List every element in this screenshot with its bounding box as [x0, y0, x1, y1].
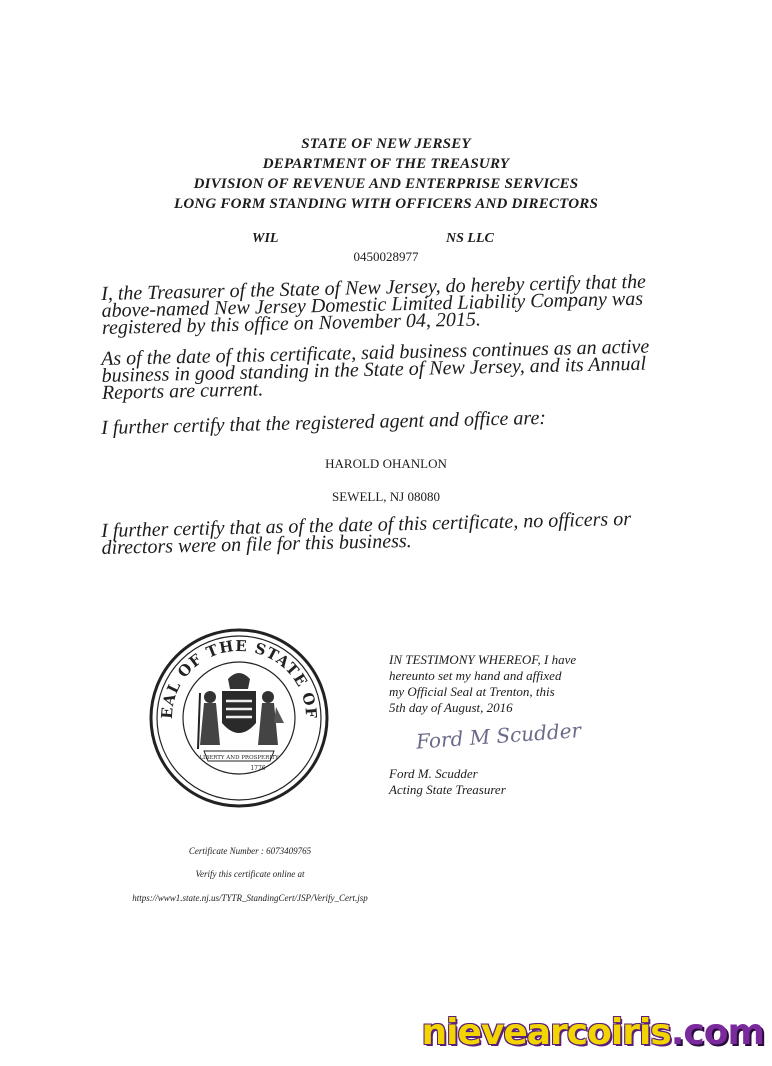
signer-name: Ford M. Scudder — [389, 766, 478, 781]
watermark-logo — [421, 1012, 764, 1053]
header-form-title: LONG FORM STANDING WITH OFFICERS AND DIRECTORS — [173, 196, 599, 212]
state-seal — [148, 627, 330, 809]
testimony-line-1: IN TESTIMONY WHEREOF, I have — [389, 652, 577, 667]
certification-paragraph-officers: I further certify that as of the date of this certificate, no officers or directors were on file for this business. — [100, 507, 632, 559]
entity-name-left: WIL — [252, 231, 279, 246]
registered-agent-name: HAROLD OHANLON — [325, 456, 447, 471]
certification-paragraph-registration: I, the Treasurer of the State of New Jersey, do hereby certify that the above-named New Jersey Domestic Limited Liability Company was registered by this office on November 04, 2015. — [100, 270, 647, 339]
verify-text: Verify this certificate online at — [195, 869, 305, 879]
registered-agent-address: SEWELL, NJ 08080 — [332, 489, 440, 504]
seal-banner: LIBERTY AND PROSPERITY — [199, 755, 279, 761]
certification-paragraph-agent: I further certify that the registered agent and office are: — [100, 406, 547, 439]
entity-number: 0450028977 — [353, 249, 419, 264]
header-department: DEPARTMENT OF THE TREASURY — [262, 156, 510, 172]
seal-graphic — [148, 627, 330, 809]
watermark-main: nievearcoiris — [421, 1012, 671, 1053]
header-division: DIVISION OF REVENUE AND ENTERPRISE SERVICES — [193, 176, 579, 192]
certificate-number: Certificate Number : 6073409765 — [188, 846, 312, 856]
entity-name-right: NS LLC — [446, 231, 494, 246]
redaction-box — [282, 232, 442, 248]
handwritten-signature — [412, 718, 582, 756]
testimony-line-2: hereunto set my hand and affixed — [389, 668, 562, 683]
certification-paragraph-standing: As of the date of this certificate, said business continues as an active business in good standing in the State of New Jersey, and its Annual Reports are current. — [100, 335, 650, 404]
verify-url[interactable]: https://www1.state.nj.us/TYTR_StandingCert/JSP/Verify_Cert.jsp — [132, 893, 368, 903]
svg-text:Ford M Scudder: Ford M Scudder — [415, 718, 582, 754]
header-state: STATE OF NEW JERSEY — [301, 136, 471, 152]
testimony-line-3: my Official Seal at Trenton, this — [389, 684, 555, 699]
signer-block — [389, 766, 506, 798]
entity-name-row — [0, 231, 772, 251]
testimony-block — [389, 652, 629, 716]
watermark-suffix: .com — [670, 1012, 764, 1053]
testimony-line-4: 5th day of August, 2016 — [389, 700, 513, 715]
signer-title: Acting State Treasurer — [389, 782, 506, 797]
seal-year: 1776 — [250, 765, 266, 772]
seal-outer-text: EAL OF THE STATE OF — [157, 636, 321, 720]
